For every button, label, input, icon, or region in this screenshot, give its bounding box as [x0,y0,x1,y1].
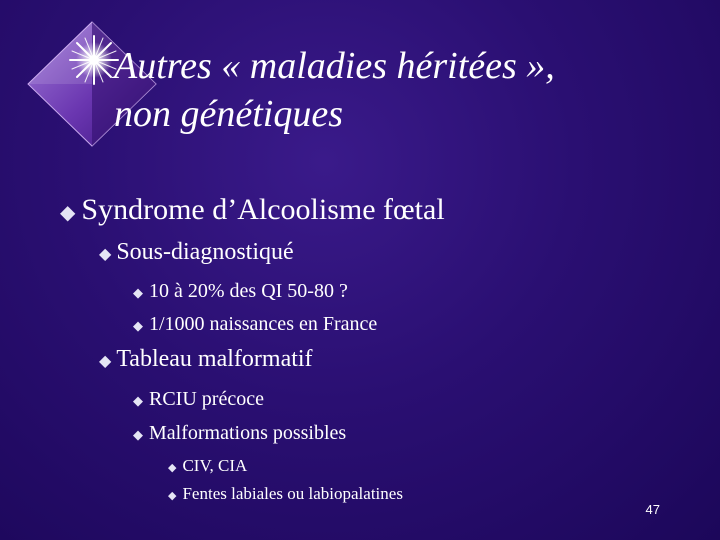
diamond-bullet-icon: ◆ [133,286,143,301]
bullet-text: Fentes labiales ou labiopalatines [182,484,403,503]
diamond-bullet-icon: ◆ [133,394,143,409]
page-number: 47 [645,502,660,517]
bullet-item-rciu [133,388,264,411]
diamond-bullet-icon: ◆ [99,351,112,370]
bullet-item-fentes [168,484,403,504]
bullet-text: CIV, CIA [182,456,248,475]
diamond-bullet-icon: ◆ [133,319,143,334]
title-line-1: Autres « maladies héritées », [114,45,555,87]
bullet-text: 1/1000 naissances en France [149,313,378,335]
diamond-bullet-icon: ◆ [168,461,177,474]
bullet-item-civ-cia [168,456,247,476]
bullet-text: 10 à 20% des QI 50-80 ? [149,280,348,302]
diamond-bullet-icon: ◆ [168,489,177,502]
bullet-item-tableau [99,346,313,373]
bullet-item-malformations [133,422,346,445]
bullet-item-naissances [133,313,377,336]
bullet-item-qi [133,280,348,303]
diamond-bullet-icon: ◆ [99,244,112,263]
slide-title [114,42,704,138]
title-line-2: non génétiques [114,93,344,135]
diamond-bullet-icon: ◆ [60,200,76,224]
bullet-text: Syndrome d’Alcoolisme fœtal [81,193,445,226]
bullet-text: Tableau malformatif [116,346,313,372]
bullet-item-syndrome [60,193,445,227]
bullet-item-sous-diagnostique [99,239,294,266]
bullet-text: Sous-diagnostiqué [116,239,294,265]
bullet-text: Malformations possibles [149,422,347,444]
diamond-bullet-icon: ◆ [133,428,143,443]
bullet-text: RCIU précoce [149,388,264,410]
